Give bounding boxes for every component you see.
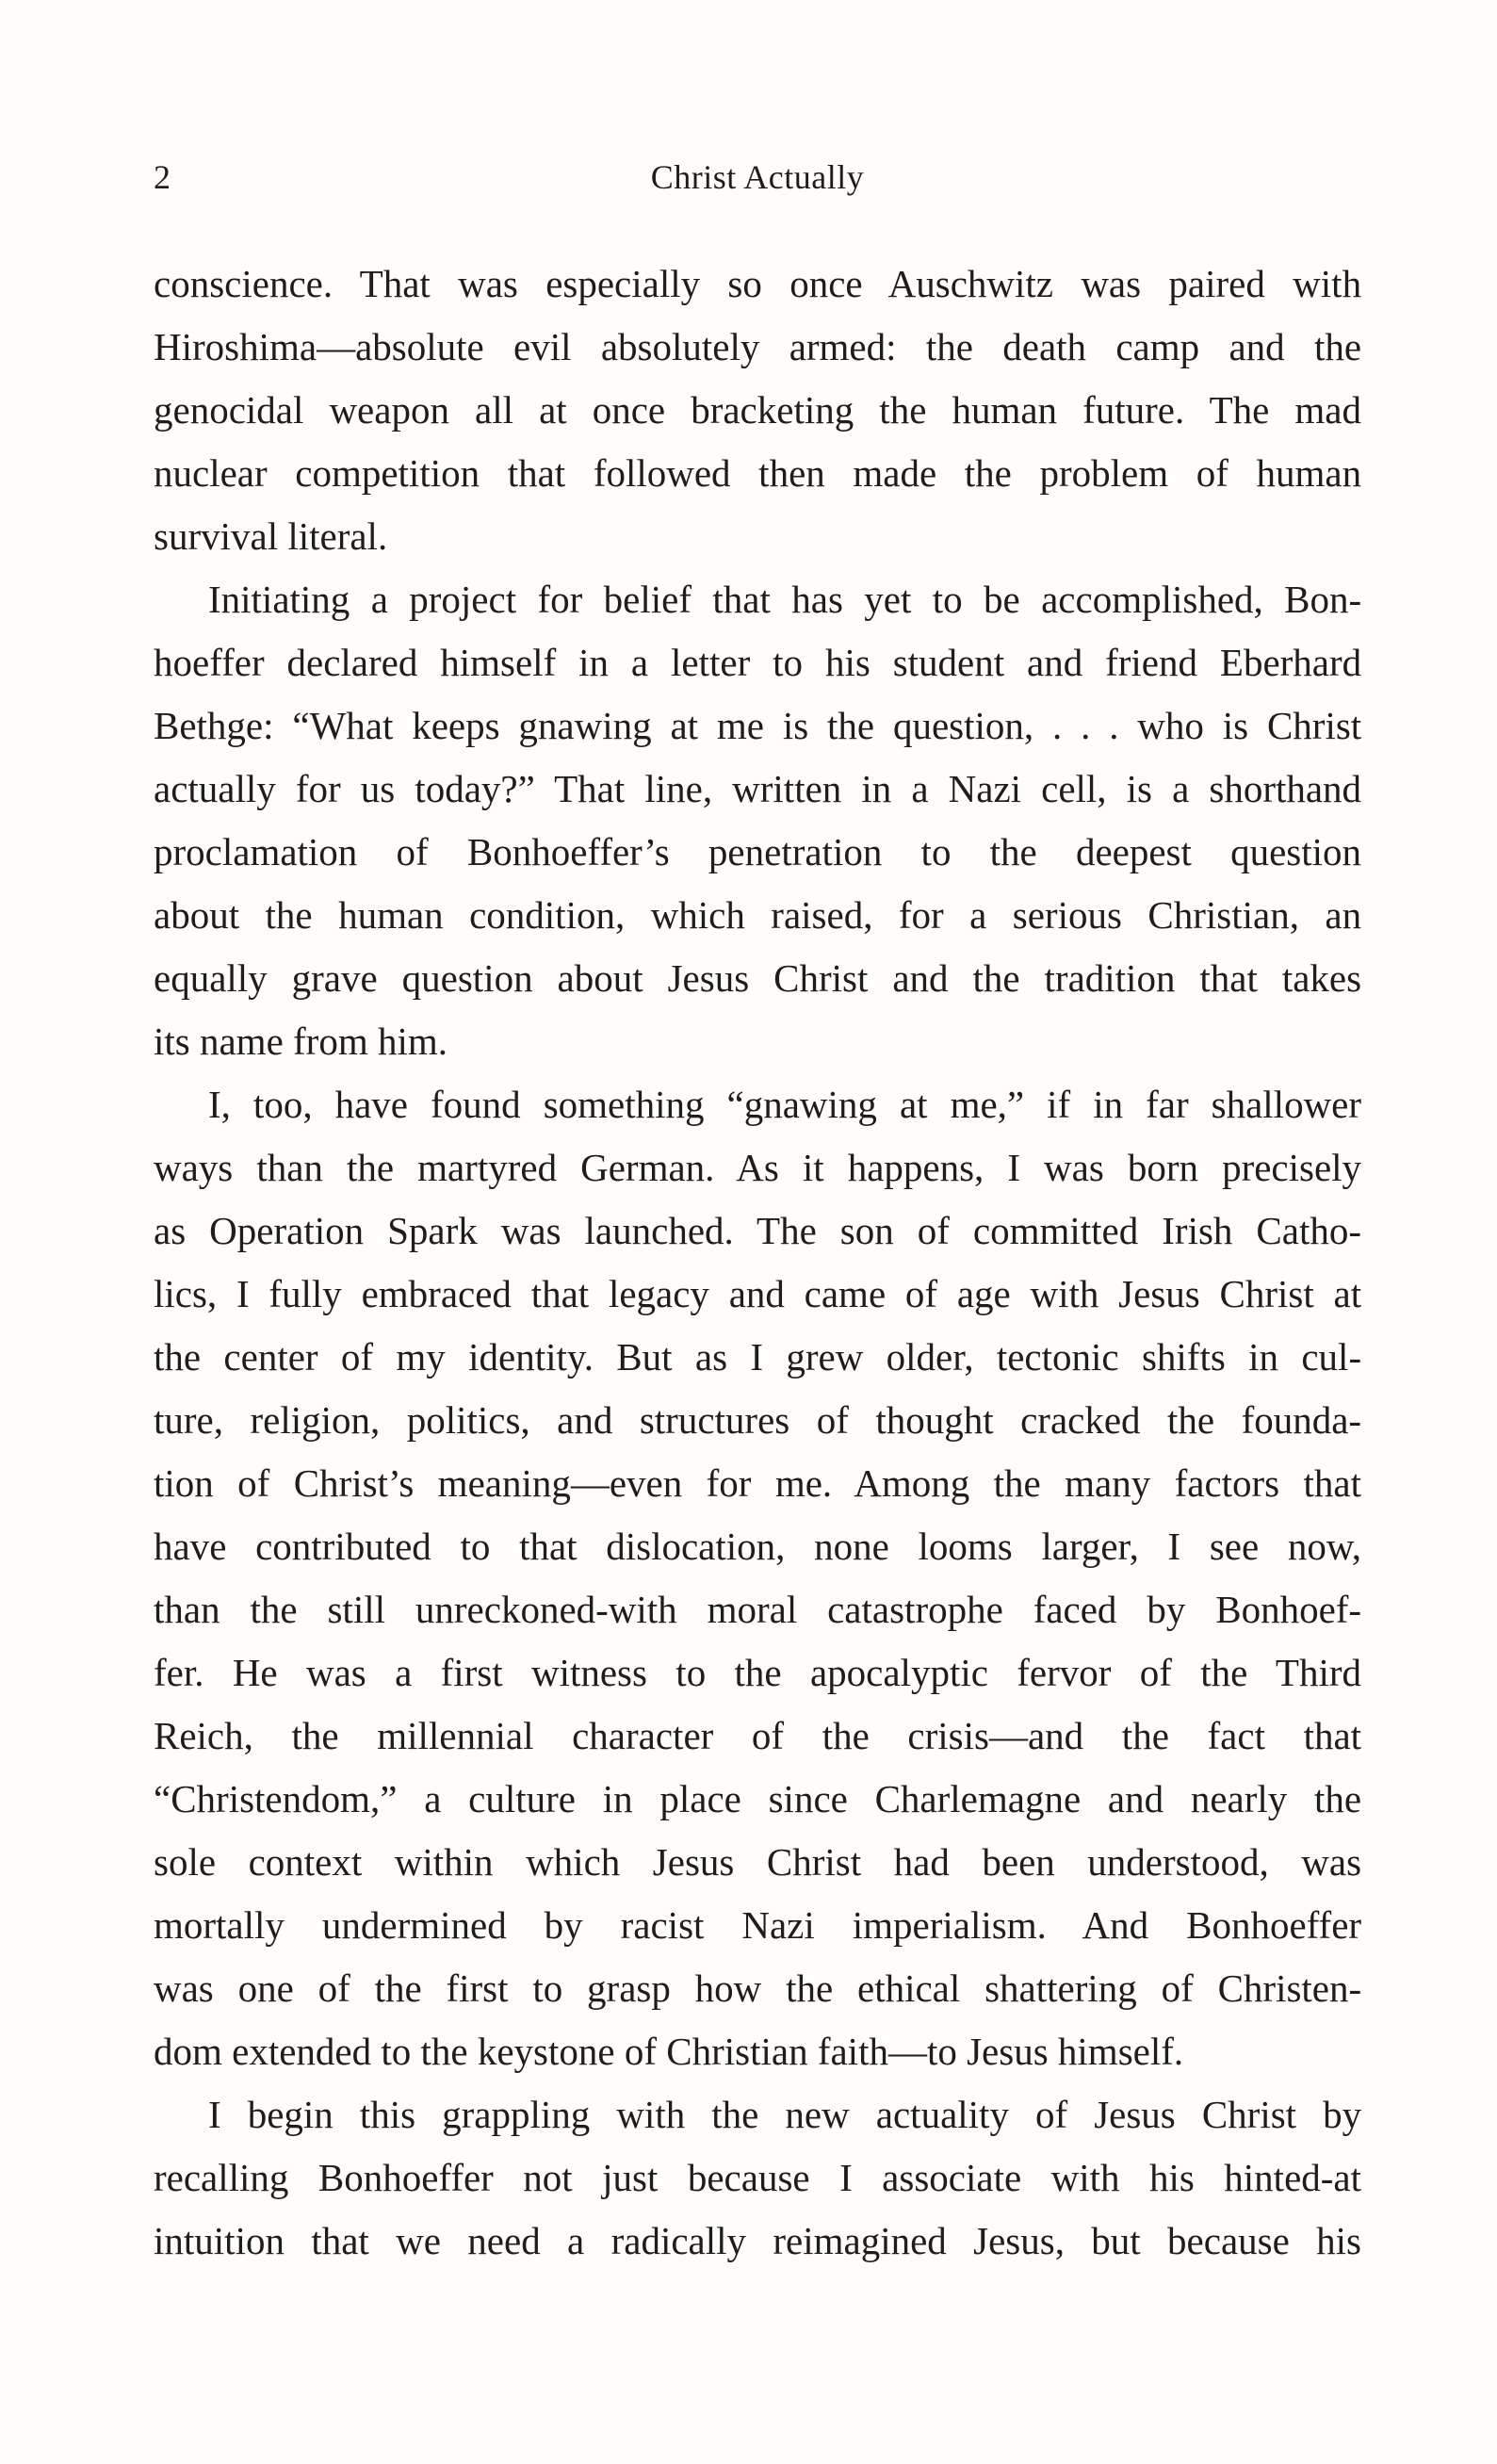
- text-line: was one of the first to grasp how the ethical shattering of Christen-: [154, 1966, 1362, 2010]
- text-line: mortally undermined by racist Nazi imperialism. And Bonhoeffer: [154, 1903, 1362, 1947]
- text-line: ture, religion, politics, and structures of thought cracked the founda-: [154, 1398, 1362, 1442]
- text-line: tion of Christ’s meaning—even for me. Among the many factors that: [154, 1461, 1362, 1505]
- text-line: have contributed to that dislocation, none looms larger, I see now,: [154, 1525, 1362, 1568]
- text-line: actually for us today?” That line, written in a Nazi cell, is a shorthand: [154, 767, 1362, 810]
- text-line: Bethge: “What keeps gnawing at me is the question, . . . who is Christ: [154, 704, 1362, 747]
- body-text: [154, 253, 1361, 2273]
- text-line: as Operation Spark was launched. The son of committed Irish Catho-: [154, 1209, 1362, 1252]
- running-title: Christ Actually: [650, 158, 865, 196]
- text-line: Reich, the millennial character of the crisis—and the fact that: [154, 1714, 1362, 1757]
- text-line: genocidal weapon all at once bracketing the human future. The mad: [154, 388, 1361, 432]
- text-line: hoeffer declared himself in a letter to his student and friend Eberhard: [154, 641, 1362, 684]
- paragraph-4: [154, 2083, 1361, 2273]
- text-line: about the human condition, which raised, for a serious Christian, an: [154, 893, 1362, 937]
- text-line: conscience. That was especially so once Auschwitz was paired with: [154, 262, 1362, 305]
- text-line: “Christendom,” a culture in place since Charlemagne and nearly the: [154, 1777, 1362, 1820]
- text-line: recalling Bonhoeffer not just because I associate with his hinted-at: [154, 2156, 1362, 2199]
- running-head: [154, 153, 1361, 202]
- text-line: I begin this grappling with the new actuality of Jesus Christ by: [208, 2093, 1362, 2136]
- text-line: proclamation of Bonhoeffer’s penetration to the deepest question: [154, 830, 1362, 873]
- text-line: fer. He was a first witness to the apocalyptic fervor of the Third: [154, 1651, 1362, 1694]
- paragraph-1: [154, 253, 1361, 568]
- text-line: dom extended to the keystone of Christian faith—to Jesus himself.: [154, 2030, 1184, 2073]
- text-line: intuition that we need a radically reimagined Jesus, but because his: [154, 2219, 1361, 2262]
- page-number: 2: [154, 158, 171, 196]
- text-line: its name from him.: [154, 1020, 448, 1063]
- text-line: than the still unreckoned-with moral catastrophe faced by Bonhoef-: [154, 1588, 1362, 1631]
- text-line: the center of my identity. But as I grew older, tectonic shifts in cul-: [154, 1335, 1362, 1379]
- text-line: equally grave question about Jesus Christ and the tradition that takes: [154, 956, 1362, 1000]
- text-line: sole context within which Jesus Christ had been understood, was: [154, 1840, 1362, 1884]
- text-line: Initiating a project for belief that has yet to be accomplished, Bon-: [208, 578, 1362, 621]
- text-line: Hiroshima—absolute evil absolutely armed: the death camp and the: [154, 325, 1362, 368]
- text-line: lics, I fully embraced that legacy and came of age with Jesus Christ at: [154, 1272, 1362, 1315]
- text-line: nuclear competition that followed then made the problem of human: [154, 451, 1362, 495]
- text-line: ways than the martyred German. As it happens, I was born precisely: [154, 1146, 1362, 1189]
- text-line: survival literal.: [154, 514, 388, 558]
- paragraph-2: [154, 568, 1361, 1073]
- paragraph-3: [154, 1073, 1361, 2083]
- text-line: I, too, have found something “gnawing at me,” if in far shallower: [208, 1083, 1362, 1126]
